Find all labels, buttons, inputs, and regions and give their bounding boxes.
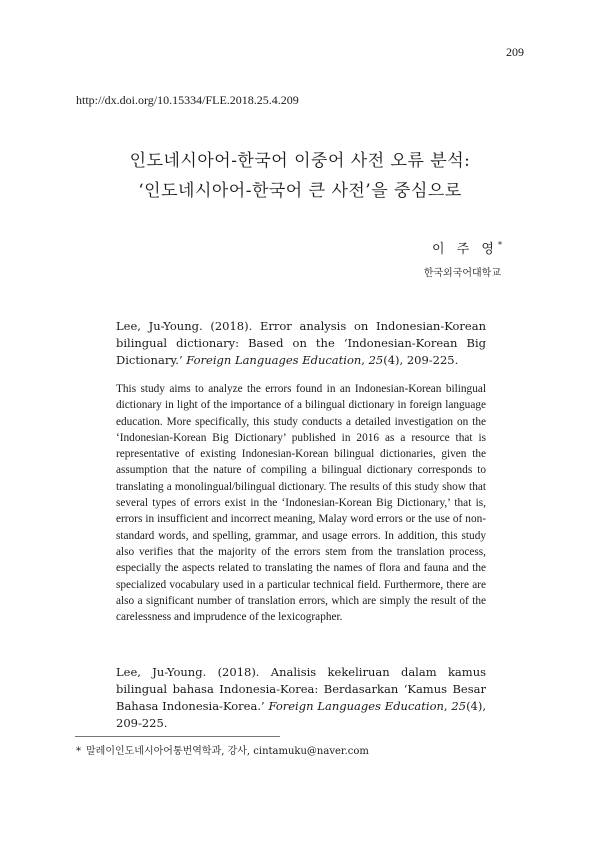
title-line-2: ‘인도네시아어-한국어 큰 사전’을 중심으로 (138, 181, 462, 201)
footnote-text: 말레이인도네시아어통번역학과, 강사, cintamuku@naver.com (86, 746, 369, 757)
indonesian-citation (116, 664, 486, 732)
footnote-divider (75, 736, 280, 737)
indonesian-citation-journal: Foreign Languages Education (268, 699, 444, 713)
english-citation-journal: Foreign Languages Education (186, 353, 362, 367)
english-citation-text: Lee, Ju-Young. (2018). Error analysis on Indonesian-Korean bilingual dictionary: Based on the ‘Indonesian-Korean Big Dictionary.’ (116, 319, 486, 367)
english-citation-volume: 25 (368, 353, 384, 367)
page-number: 209 (506, 45, 524, 59)
indonesian-citation-pages: (4), 209-225. (116, 699, 487, 730)
author-footnote-mark: * (498, 240, 502, 250)
footnote-mark: * (76, 746, 81, 757)
author-name (432, 238, 502, 257)
indonesian-citation-volume: 25 (451, 699, 467, 713)
english-citation (116, 318, 486, 369)
paper-title (60, 146, 540, 206)
author-name-text: 이 주 영 (432, 242, 498, 257)
author-affiliation: 한국외국어대학교 (423, 268, 501, 279)
footnote (76, 742, 369, 757)
english-citation-pages: (4), 209-225. (383, 353, 459, 367)
indonesian-citation-comma: , (443, 699, 452, 713)
doi-link[interactable]: http://dx.doi.org/10.15334/FLE.2018.25.4.209 (76, 93, 299, 107)
abstract: This study aims to analyze the errors found in an Indonesian-Korean bilingual dictionary in light of the importance of a bilingual dictionary in foreign language education. More specifically, this study conducts a detailed investigation on the ‘Indonesian-Korean Big Dictionary’ published in 2016 as a resource that is representative of existing Indonesian-Korean bilingual dictionaries, given the assumption that the nature of compiling a bilingual dictionary corresponds to translating a monolingual/bilingual dictionary. The results of this study show that several types of errors exist in the ‘Indonesian-Korean Big Dictionary,’ that is, errors in insufficient and incorrect meaning, Malay word errors or the use of non-standard words, and spelling, grammar, and usage errors. In addition, this study also verifies that the majority of the errors stem from the translation process, especially the aspects related to translating the names of flora and fauna and the specialized vocabulary used in a particular technical field. Furthermore, there are also a significant number of translation errors, which are simply the result of the carelessness and imprudence of the lexicographer. (116, 383, 486, 624)
title-line-1: 인도네시아어-한국어 이중어 사전 오류 분석: (129, 151, 471, 171)
english-citation-comma: , (361, 353, 369, 367)
indonesian-citation-text: Lee, Ju-Young. (2018). Analisis kekeliruan dalam kamus bilingual bahasa Indonesia-Korea: Berdasarkan ‘Kamus Besar Bahasa Indonesia-Korea.’ (116, 665, 486, 713)
